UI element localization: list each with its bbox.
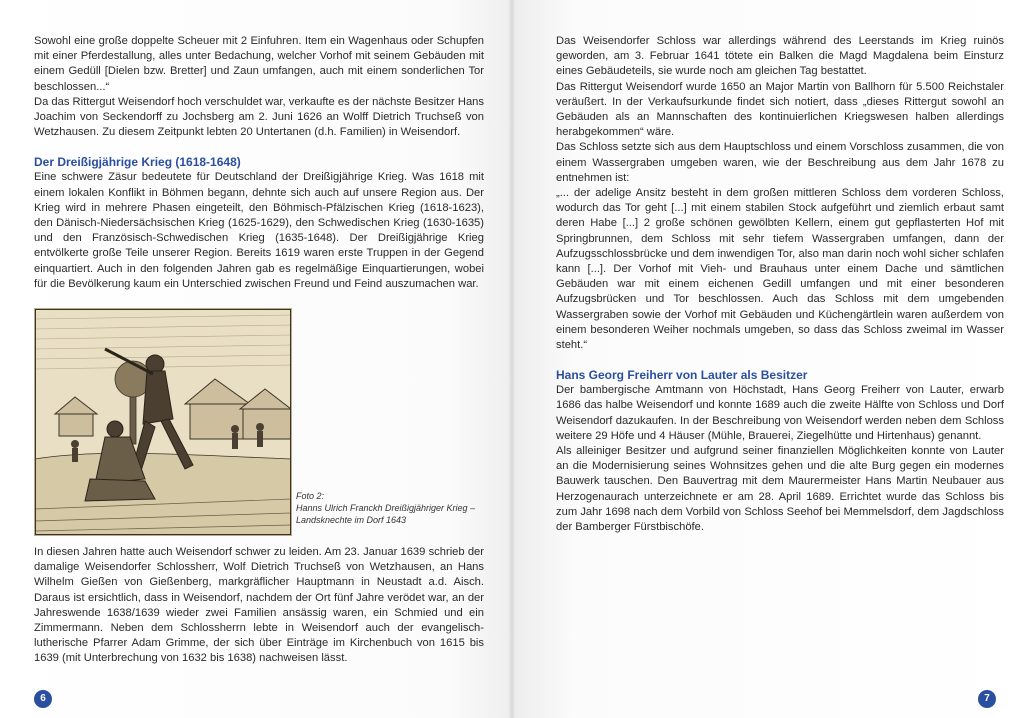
etching-illustration	[34, 308, 292, 536]
left-intro-paragraph-2: Da das Rittergut Weisendorf hoch verschuldet war, verkaufte es der nächste Besitzer Hans Joachim von Seckendorff zu Jochsberg am 2. Juni 1626 an Wolff Dietrich Truchseß von Wetzhausen. Zu diesem Zeitpunkt lebten 20 Untertanen (d.h. Familien) in Weisendorf.	[34, 95, 485, 139]
caption-line-2: Hanns Ulrich Franckh Dreißigjähriger Krieg –	[296, 503, 476, 513]
page-number-left: 6	[34, 690, 52, 708]
etching-drawing	[35, 309, 291, 535]
section-title-von-lauter: Hans Georg Freiherr von Lauter als Besitzer	[556, 368, 808, 383]
figure-etching	[34, 308, 494, 538]
thirty-years-war-paragraph: Eine schwere Zäsur bedeutete für Deutschland der Dreißigjährige Krieg. Was 1618 mit einem lokalen Konflikt in Böhmen begann, dehnte sich auch auf unsere Region aus. Der Krieg wird in mehrere Phasen eingeteilt, den Böhmisch-Pfälzischen Krieg (1618-1623), den Dänisch-Niedersächsischen Krieg (1625-1629), den Schwedischen Krieg (1630-1635) und den Französisch-Schwedischen Krieg (1635-1648). Der Dreißigjährige Krieg entvölkerte große Teile unserer Region. Bereits 1619 waren erste Truppen in der Gegend einquartiert. Auch in den folgenden Jahren gab es regelmäßige Einquartierungen, wobei für die Bevölkerung kaum ein Unterschied zwischen Freund und Feind auszumachen war.	[34, 171, 484, 290]
caption-line-1: Foto 2:	[296, 491, 325, 501]
caption-line-3: Landsknechte im Dorf 1643	[296, 515, 407, 525]
weisendorf-1639-paragraph: In diesen Jahren hatte auch Weisendorf schwer zu leiden. Am 23. Januar 1639 schrieb der damalige Weisendorfer Schlossherr, Wolf Dietrich Truchseß von Wetzhausen, an Hans Wilhelm Gießen von Gießenberg, markgräflicher Hauptmann in Neustadt a.d. Aisch. Daraus ist ersichtlich, dass in Weisendorf, nachdem der Ort fünf Jahre verödet war, an der Jahreswende 1638/1639 wieder zwei Familien ansässig waren, ein Schmied und ein Zimmermann. Neben dem Schlossherrn lebte in Weisendorf auch der evangelisch-lutherische Pfarrer Adam Grimme, der sich über Einträge im Kirchenbuch von 1615 bis 1639 (mit Unterbrechung von 1632 bis 1638) nachweisen lässt.	[34, 546, 484, 665]
left-text-column	[34, 34, 484, 292]
page-number-right: 7	[978, 690, 996, 708]
section-title-thirty-years-war: Der Dreißigjährige Krieg (1618-1648)	[34, 155, 241, 170]
figure-caption	[296, 490, 496, 526]
von-lauter-paragraph-2: Als alleiniger Besitzer und aufgrund seiner finanziellen Möglichkeiten konnte von Lauter an die Modernisierung seines Wohnsitzes gehen und die alte Burg gegen ein modernes Bauwerk tauschen. Den Bauvertrag mit dem Maurermeister Hans Martin Neubauer aus Herzogenaurach unterzeichnete er am 28. April 1689. Errichtet wurde das Schloss bis zum Jahr 1698 nach dem Vorbild von Schloss Seehof bei Memmelsdorf, dem Jagdschloss der Bamberger Fürstbischöfe.	[556, 445, 1004, 534]
right-paragraph-2: Das Rittergut Weisendorf wurde 1650 an Major Martin von Ballhorn für 5.500 Reichstaler veräußert. In der Verkaufsurkunde findet sich notiert, dass „dieses Rittergut sowohl an Gebäuden als an Mannschaften des kontinuierlichen Kriegswesen halben allerdings herabgekommen“ wäre.	[556, 80, 1004, 139]
von-lauter-paragraph-1: Der bambergische Amtmann von Höchstadt, Hans Georg Freiherr von Lauter, erwarb 1686 das halbe Weisendorf und konnte 1689 auch die zweite Hälfte von Schloss und Dorf Weisendorf dazukaufen. In der Beschreibung von Weisendorf werden neben dem Schloss weitere 29 Höfe und 4 Häuser (Mühle, Brauerei, Ziegelhütte und Hirtenhaus) genannt.	[556, 384, 1004, 442]
left-bottom-text	[34, 545, 484, 667]
left-intro-paragraph-1: Sowohl eine große doppelte Scheuer mit 2 Einfuhren. Item ein Wagenhaus oder Schupfen mit einer Pferdestallung, alles unter Bedachung, welcher Vorhof mit seinem Gebäuden mit einem Gedüll [Dielen bzw. Bretter] und Zaun umfangen, auch mit einem sonderlichen Tor beschlossen...“	[34, 35, 484, 93]
right-paragraph-1: Das Weisendorfer Schloss war allerdings während des Leerstands im Krieg ruinös geworden, am 3. Februar 1641 tötete ein Balken die Magd Magdalena beim Einsturz eines Gebäudeteils, sie wurde noch am gleichen Tag bestattet.	[556, 35, 1004, 78]
right-quote-paragraph: „... der adelige Ansitz besteht in dem großen mittleren Schloss dem vorderen Schloss, wodurch das Tor geht [...] mit einem stabilen Stock aufgeführt und ziemlich erbaut samt deren Habe [...] 2 große schönen gewölbten Kellern, einem gut gepflasterten Hof mit Springbrunnen, dem Schloss mit sehr tiefem Wassergraben umfangen, dann der Aufzugsschlossbrücke und dem inwendigen Tor, also man darin noch wohl sicher schlafen kann [...]. Der Vorhof mit Vieh- und Brauhaus unter einem Dache und sämtlichen Gebäuden war mit einem eichenen Gedill umfangen und mit einer besonderen Aufzugsbrücken und Tor beschlossen. Auch das Schloss mit dem umgebenden Wassergraben sowie der Vorhof mit Gebäuden und Küchengärtlein waren außerdem von einem besonderen Weiher nochmals umgeben, so dass das Schloss zweimal im Wasser steht.“	[556, 187, 1004, 352]
right-text-column	[556, 34, 1004, 535]
book-gutter	[508, 0, 516, 718]
right-paragraph-3: Das Schloss setzte sich aus dem Hauptschloss und einem Vorschloss zusammen, die von einem Wassergraben umgeben waren, wie der Beschreibung aus dem Jahr 1678 zu entnehmen ist:	[556, 141, 1004, 184]
